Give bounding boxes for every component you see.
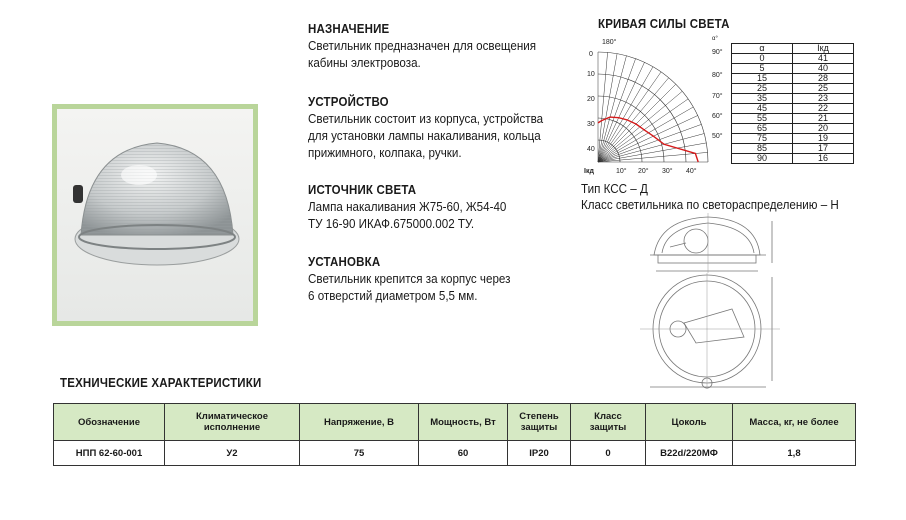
section-installation [308,255,526,305]
grid-ray [598,52,608,162]
curve-title: КРИВАЯ СИЛЫ СВЕТА [598,17,730,31]
label-alpha: α° [712,36,718,42]
table-row [732,114,854,124]
curve-type: Тип КСС – Д [581,182,648,196]
tech-cell: 75 [300,441,419,466]
intensity-table [731,43,854,164]
section-title: НАЗНАЧЕНИЕ [308,22,390,36]
angle-cell: 5 [732,64,793,74]
grid-ray [598,56,626,162]
tech-cell: НПП 62-60-001 [54,441,165,466]
tech-header: Масса, кг, не более [733,404,856,441]
section-light-source [308,183,521,233]
angle-cell: 45 [732,104,793,114]
section-purpose [308,22,553,72]
section-body: Светильник крепится за корпус через 6 отверстий диаметром 5,5 мм. [308,272,511,303]
intensity-cell: 22 [793,104,854,114]
intensity-cell: 17 [793,144,854,154]
section-body: Лампа накаливания Ж75-60, Ж54-40 ТУ 16-90 ИКАФ.675000.002 ТУ. [308,200,507,231]
tech-cell: У2 [165,441,300,466]
tech-title: ТЕХНИЧЕСКИЕ ХАРАКТЕРИСТИКИ [60,376,262,390]
product-photo-frame [52,104,258,326]
header-intensity: Iкд [793,44,854,54]
angle-cell: 0 [732,54,793,64]
tech-header: Класс защиты [571,404,646,441]
table-row [732,124,854,134]
label-left-4: 40 [587,146,595,153]
label-bottom-1: 20° [638,168,649,175]
angle-cell: 90 [732,154,793,164]
table-row [732,154,854,164]
label-left-0: 0 [589,51,593,58]
table-row [732,84,854,94]
section-design [308,95,561,162]
tech-cell: IP20 [508,441,571,466]
angle-cell: 85 [732,144,793,154]
table-header-row [732,44,854,54]
table-row [732,134,854,144]
light-curve-chart [578,34,730,176]
table-row [732,64,854,74]
intensity-cell: 20 [793,124,854,134]
angle-cell: 75 [732,134,793,144]
label-right-0: 90° [712,49,723,56]
label-left-2: 20 [587,96,595,103]
tech-cell: B22d/220МФ [646,441,733,466]
tech-header-row [54,404,856,441]
angle-cell: 55 [732,114,793,124]
light-class: Класс светильника по светораспределению – Н [581,198,839,212]
polar-grid [598,52,708,162]
section-title: УСТРОЙСТВО [308,95,389,109]
intensity-cell: 16 [793,154,854,164]
angle-cell: 25 [732,84,793,94]
section-body: Светильник состоит из корпуса, устройства для установки лампы накаливания, кольца прижимного, колпака, ручки. [308,112,544,160]
tech-data-row [54,441,856,466]
lamp-illustration [57,109,253,321]
table-row [732,94,854,104]
tech-header: Цоколь [646,404,733,441]
tech-cell: 0 [571,441,646,466]
intensity-cell: 21 [793,114,854,124]
tech-header: Степень защиты [508,404,571,441]
technical-drawing [640,213,800,389]
angle-cell: 35 [732,94,793,104]
tech-table [53,403,856,466]
tech-cell: 1,8 [733,441,856,466]
grid-ray [598,152,708,162]
label-bottom-3: 40° [686,168,697,175]
tech-header: Обозначение [54,404,165,441]
grid-ray [598,134,704,162]
label-bottom-2: 30° [662,168,673,175]
label-left-1: 10 [587,71,595,78]
intensity-cell: 40 [793,64,854,74]
table-row [732,104,854,114]
intensity-cell: 25 [793,84,854,94]
label-right-4: 50° [712,133,723,140]
label-left-3: 30 [587,121,595,128]
intensity-cell: 19 [793,134,854,144]
angle-cell: 65 [732,124,793,134]
intensity-cell: 23 [793,94,854,104]
label-right-1: 80° [712,72,723,79]
section-title: ИСТОЧНИК СВЕТА [308,183,417,197]
label-right-2: 70° [712,93,723,100]
intensity-cell: 41 [793,54,854,64]
section-title: УСТАНОВКА [308,255,381,269]
section-body: Светильник предназначен для освещения кабины электровоза. [308,39,537,70]
tech-cell: 60 [419,441,508,466]
tech-header: Напряжение, В [300,404,419,441]
intensity-cell: 28 [793,74,854,84]
tech-header: Мощность, Вт [419,404,508,441]
angle-cell: 15 [732,74,793,84]
table-row [732,144,854,154]
label-right-3: 60° [712,113,723,120]
product-photo [57,109,253,321]
tech-header: Климатическое исполнение [165,404,300,441]
table-row [732,54,854,64]
label-bottom-0: 10° [616,168,627,175]
header-alpha: α [732,44,793,54]
label-top: 180° [602,39,617,46]
table-row [732,74,854,84]
label-unit: Iкд [584,168,594,175]
